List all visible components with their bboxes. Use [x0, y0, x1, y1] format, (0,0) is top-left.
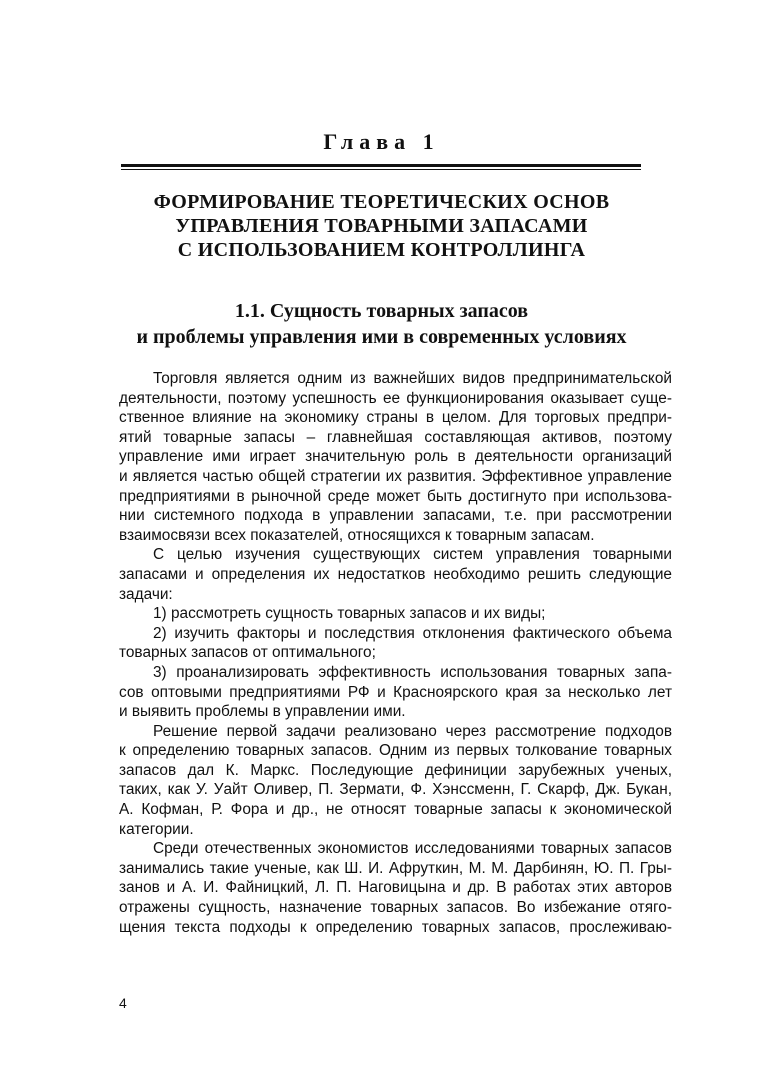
list-item: 1) рассмотреть сущность товарных запасов и их виды; — [153, 605, 546, 623]
text-line: щения текста подходы к определению товарных запасов, прослеживаю- — [119, 918, 672, 936]
text-line: Среди отечественных экономистов исследованиями товарных запасов — [153, 840, 672, 858]
text-line: категории. — [119, 820, 194, 838]
section-title-line: 1.1. Сущность товарных запасов — [234, 300, 529, 322]
text-line: запасов дал К. Маркс. Последующие дефиниции зарубежных ученых, — [119, 761, 672, 779]
text-line: задачи: — [119, 585, 173, 603]
text-line: к определению товарных запасов. Одним из первых толкование товарных — [119, 742, 672, 760]
text-line: и выявить проблемы в управлении ими. — [119, 703, 406, 721]
text-line: отражены сущность, назначение товарных запасов. Во избежание отяго- — [119, 899, 672, 917]
text-line: занимались такие ученые, как Ш. И. Афруткин, М. М. Дарбинян, Ю. П. Гры- — [119, 859, 672, 877]
text-line: Торговля является одним из важнейших видов предпринимательской — [153, 370, 672, 387]
section-title-line: и проблемы управления ими в современных условиях — [136, 326, 627, 348]
text-line: управление ими играет значительную роль в деятельности организаций — [119, 448, 672, 466]
section-title — [100, 298, 663, 350]
chapter-rule-thin — [121, 169, 641, 170]
text-line: занов и А. И. Файницкий, Л. П. Наговицына и др. В работах этих авторов — [119, 879, 672, 897]
text-line: и является частью общей стратегии их развития. Эффективное управление — [119, 467, 672, 485]
text-line: предприятиями в рыночной среде может быть достигнуто при использова- — [119, 487, 672, 505]
text-line: ятий товарные запасы – главнейшая составляющая активов, поэтому — [119, 428, 672, 446]
text-line: запасами и определения их недостатков необходимо решить следующие — [119, 565, 672, 583]
text-line: А. Кофман, Р. Фора и др., не относят товарные запасы к экономической — [119, 801, 672, 819]
list-item: 3) проанализировать эффективность использования товарных запа- — [153, 663, 672, 681]
chapter-title-line: С ИСПОЛЬЗОВАНИЕМ КОНТРОЛЛИНГА — [177, 239, 586, 261]
body-text — [119, 369, 672, 937]
chapter-title — [100, 190, 663, 262]
text-line: ственное влияние на экономику страны в целом. Для торговых предпри- — [119, 409, 672, 427]
text-line: деятельности, поэтому успешность ее функционирования оказывает суще- — [119, 389, 672, 407]
chapter-title-line: УПРАВЛЕНИЯ ТОВАРНЫМИ ЗАПАСАМИ — [175, 215, 588, 237]
text-line: взаимосвязи всех показателей, относящихся к товарным запасам. — [119, 526, 595, 544]
text-line: нии системного подхода в управлении запасами, т.е. при рассмотрении — [119, 507, 672, 525]
text-line: сов оптовыми предприятиями РФ и Красноярского края за несколько лет — [119, 683, 672, 701]
list-item: 2) изучить факторы и последствия отклонения фактического объема — [153, 624, 672, 642]
chapter-title-line: ФОРМИРОВАНИЕ ТЕОРЕТИЧЕСКИХ ОСНОВ — [153, 191, 610, 213]
chapter-label: Глава 1 — [323, 129, 440, 154]
text-line: товарных запасов от оптимального; — [119, 644, 376, 662]
text-line: С целью изучения существующих систем управления товарными — [153, 546, 672, 564]
text-line: Решение первой задачи реализовано через рассмотрение подходов — [153, 722, 672, 740]
chapter-rule-thick — [121, 164, 641, 167]
text-line: таких, как У. Уайт Оливер, П. Зермати, Ф. Хэнссменн, Г. Скарф, Дж. Букан, — [119, 781, 672, 799]
page-number: 4 — [119, 995, 127, 1011]
